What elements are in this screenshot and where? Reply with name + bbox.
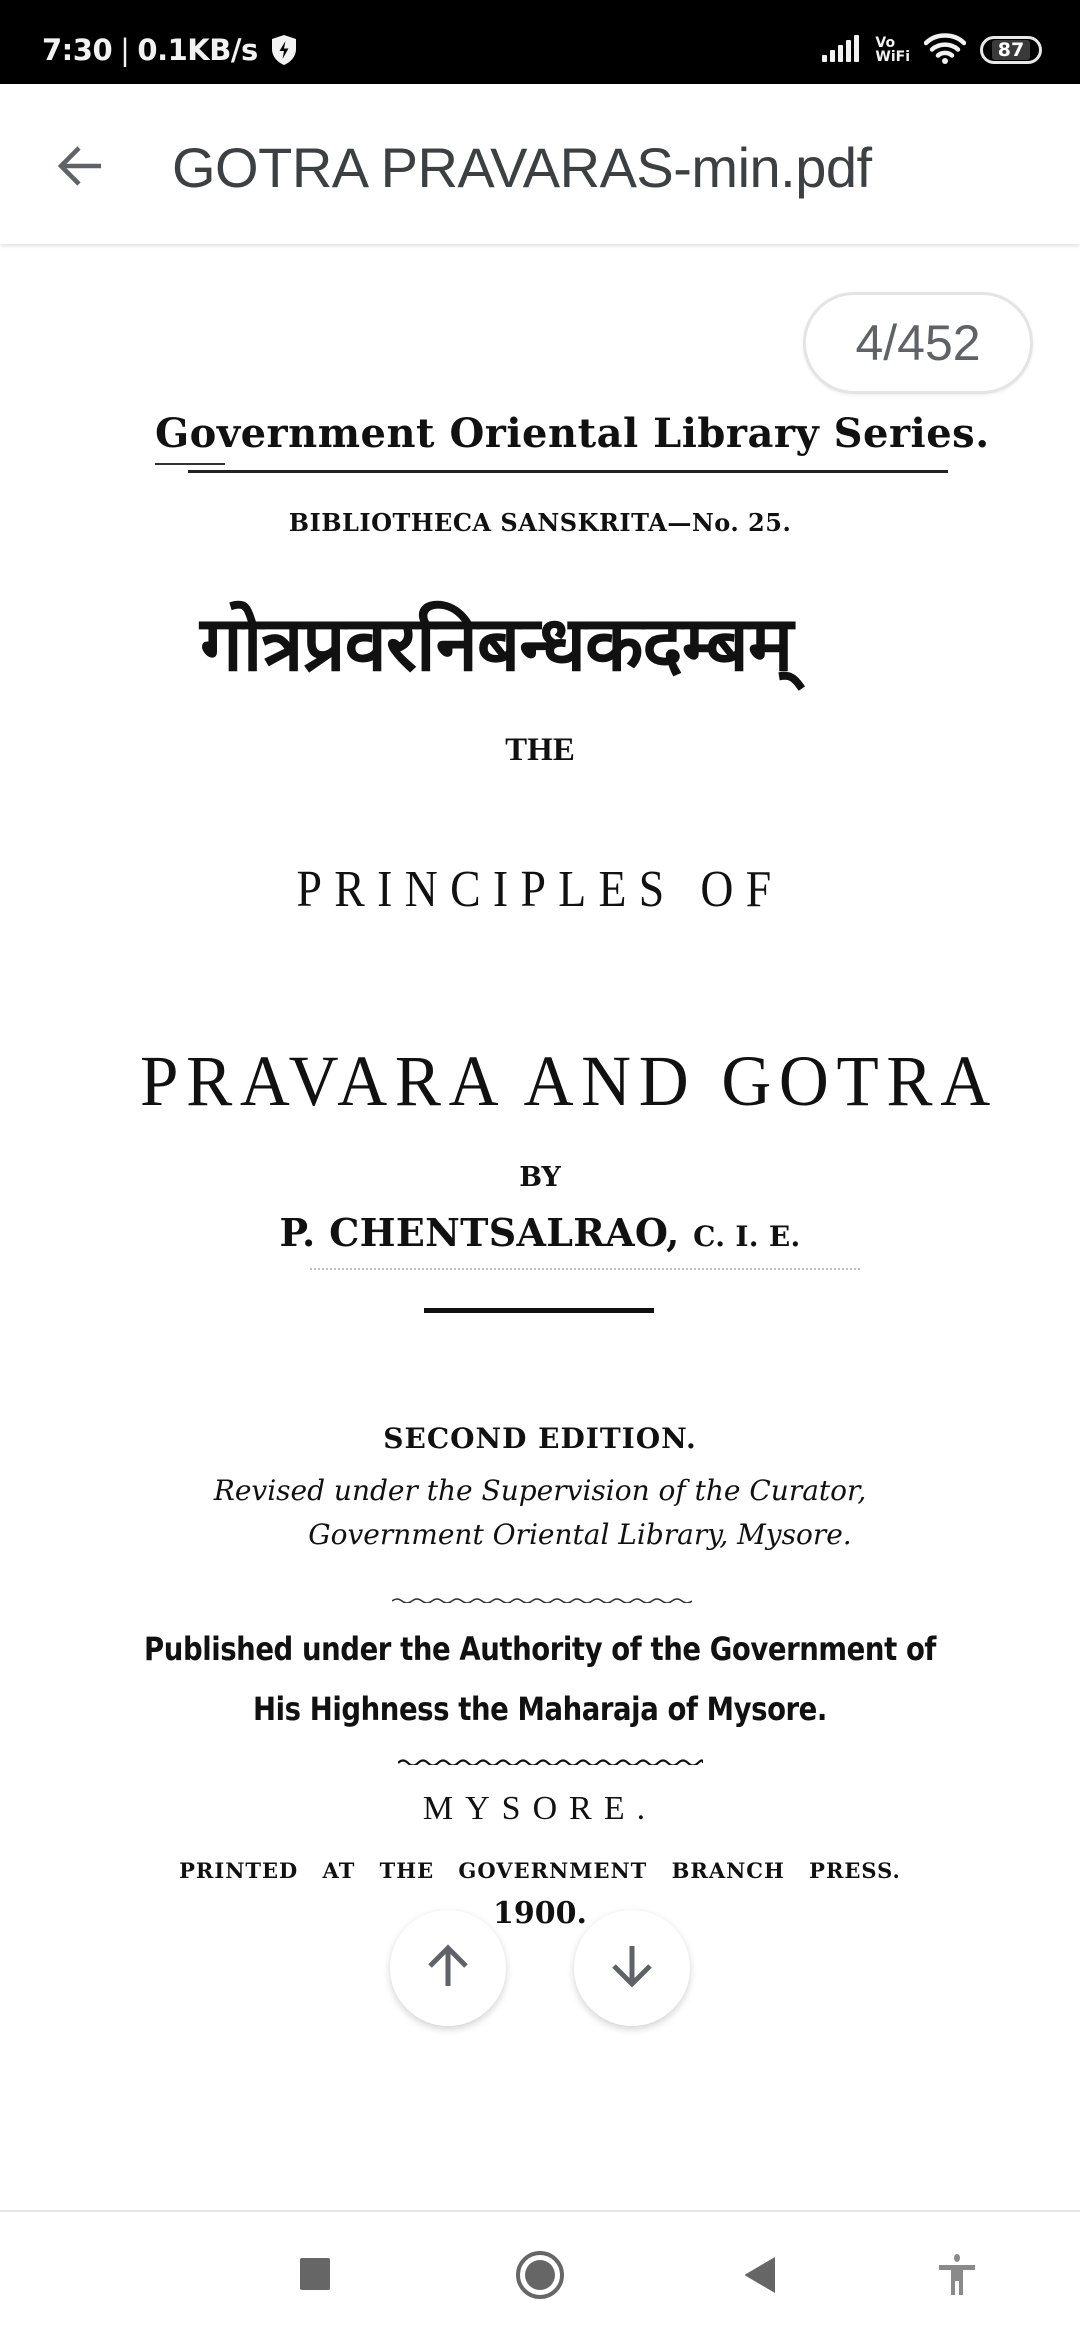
arrow-back-icon xyxy=(55,141,105,196)
speckle-row xyxy=(310,1268,860,1270)
revised-line-2: Government Oriental Library, Mysore. xyxy=(308,1518,852,1551)
author-honorific: C. I. E. xyxy=(693,1220,801,1253)
printer-line: PRINTED AT THE GOVERNMENT BRANCH PRESS. xyxy=(179,1858,901,1883)
title-pravara-gotra: PRAVARA AND GOTRA xyxy=(140,1041,998,1121)
battery-level: 87 xyxy=(992,40,1030,60)
clock: 7:30 xyxy=(42,33,113,67)
author-name: P. CHENTSALRAO, xyxy=(279,1210,680,1255)
series-heading: Government Oriental Library Series. xyxy=(155,410,990,457)
title-the: THE xyxy=(505,732,575,768)
previous-page-button[interactable] xyxy=(390,1910,506,2026)
home-button[interactable] xyxy=(505,2242,575,2312)
app-bar xyxy=(0,84,1080,244)
author-rule xyxy=(424,1308,654,1313)
network-speed: 0.1KB/s xyxy=(137,33,258,67)
edition-line: SECOND EDITION. xyxy=(383,1422,697,1455)
bibliotheca-line: BIBLIOTHECA SANSKRITA—No. 25. xyxy=(288,508,792,537)
revised-line-1: Revised under the Supervision of the Curator, xyxy=(213,1474,867,1507)
recents-button[interactable] xyxy=(280,2242,350,2312)
arrow-down-icon xyxy=(608,1942,656,1995)
series-rule xyxy=(188,470,948,473)
document-title: GOTRA PRAVARAS-min.pdf xyxy=(172,136,872,199)
place-line: MYSORE. xyxy=(422,1790,658,1827)
sanskrit-title: गोत्रप्रवरनिबन्धकदम्बम् xyxy=(200,599,793,688)
back-triangle-icon xyxy=(743,2255,777,2300)
year-line: 1900. xyxy=(493,1896,587,1931)
accessibility-button[interactable] xyxy=(922,2242,992,2312)
vowifi-top: Vo xyxy=(875,35,896,51)
wavy-rule-2 xyxy=(398,1758,703,1765)
system-nav-bar xyxy=(0,2210,1080,2340)
by-line: BY xyxy=(519,1162,561,1193)
next-page-button[interactable] xyxy=(574,1910,690,2026)
page-counter: 4/452 xyxy=(803,292,1033,394)
wavy-rule-1 xyxy=(392,1597,692,1603)
recents-square-icon xyxy=(300,2258,330,2297)
status-separator: | xyxy=(120,33,130,67)
home-circle-icon xyxy=(515,2250,565,2305)
published-line-2: His Highness the Maharaja of Mysore. xyxy=(253,1690,827,1728)
back-button[interactable] xyxy=(40,128,120,208)
back-nav-button[interactable] xyxy=(725,2242,795,2312)
published-line-1: Published under the Authority of the Government of xyxy=(144,1630,936,1668)
author-line xyxy=(0,1210,1080,1255)
title-principles: PRINCIPLES OF xyxy=(296,861,784,918)
arrow-up-icon xyxy=(424,1942,472,1995)
accessibility-icon xyxy=(937,2254,977,2301)
vowifi-bottom: WiFi xyxy=(875,49,910,65)
series-underline-left xyxy=(155,463,225,465)
